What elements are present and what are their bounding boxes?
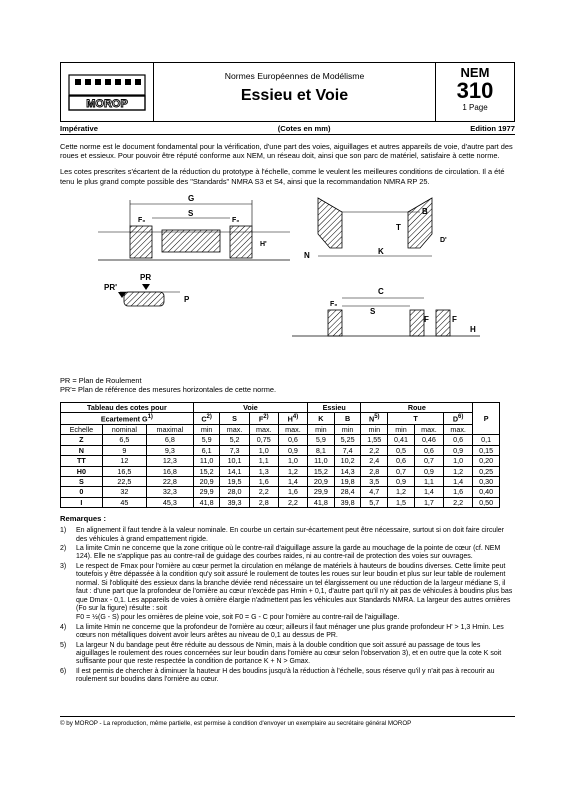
value-cell: 15,2 xyxy=(193,466,220,476)
value-cell: 2,2 xyxy=(444,497,473,507)
value-cell: 2,8 xyxy=(361,466,388,476)
table-group-header: Voie xyxy=(193,402,307,412)
value-cell: 4,7 xyxy=(361,487,388,497)
value-cell: 0,7 xyxy=(388,466,415,476)
value-cell: 0,5 xyxy=(388,445,415,455)
scale-cell: Z xyxy=(61,435,103,445)
label-S-lower: S xyxy=(370,306,376,316)
value-cell: 6,5 xyxy=(102,435,146,445)
unit-cell: maximal xyxy=(147,425,194,435)
value-cell: 28,0 xyxy=(220,487,249,497)
value-cell: 41,8 xyxy=(308,497,335,507)
value-cell: 0,9 xyxy=(388,477,415,487)
remark-number: 3) xyxy=(60,562,67,570)
remark-number: 6) xyxy=(60,667,67,675)
definition-pr: PR = Plan de Roulement xyxy=(60,375,142,385)
status-label: Impérative xyxy=(60,124,98,133)
value-cell: 39,8 xyxy=(334,497,361,507)
value-cell: 0,40 xyxy=(473,487,500,497)
remark-text: Le respect de Fmax pour l'ornière au cœur permet la circulation en mélange de matériels à hauteurs de boudins diverses. Cette limite peut toutefois y être dépassée à la condition qu'y soit assuré le roulement de toutes les roues sur leur boudin et plus sur leur table de roulement normal. Si l'obliquité des essieux dans la branche déviée rend nécessaire un tel élargissement ou une réduction de la largeur médiane S, il faut : d'une part que la profondeur de l'ornière au cœur n'excède pas Hmin + 0,1, d'autre part qu'il n'y ait pas de véhicules à boudins plus bas que Dmax - 0,1. Les appareils de voies à ornière élargie n'admettent pas les véhicules aux Standards NMRA. La largeur des autres ornières (Fo sur la figure) résulte : soit xyxy=(76,562,513,612)
scale-cell: 0 xyxy=(61,487,103,497)
value-cell: 14,3 xyxy=(334,466,361,476)
label-F0-right: F₀ xyxy=(232,216,240,224)
table-column-header: P xyxy=(473,402,500,435)
value-cell: 8,1 xyxy=(308,445,335,455)
value-cell: 1,4 xyxy=(278,477,307,487)
remark-text: Il est permis de chercher à diminuer la hauteur H des boudins jusqu'à la réduction à l'échelle, sous réserve qu'il y n'ait pas à recourir au roulement sur boudins dans l'ornière au cœur. xyxy=(76,667,495,684)
nem-number: 310 xyxy=(456,78,494,103)
table-row xyxy=(61,477,500,487)
table-column-header xyxy=(444,413,473,425)
label-C: C xyxy=(378,286,384,296)
value-cell: 1,0 xyxy=(278,456,307,466)
remark-item xyxy=(60,545,515,562)
unit-cell: min xyxy=(193,425,220,435)
value-cell: 12 xyxy=(102,456,146,466)
value-cell: 32,3 xyxy=(147,487,194,497)
unit-cell: min xyxy=(361,425,388,435)
value-cell: 29,9 xyxy=(308,487,335,497)
value-cell: 0,25 xyxy=(473,466,500,476)
technical-figure xyxy=(60,190,515,374)
value-cell: 2,2 xyxy=(249,487,278,497)
value-cell: 10,1 xyxy=(220,456,249,466)
value-cell: 28,4 xyxy=(334,487,361,497)
sub-header xyxy=(60,124,515,135)
remark-number: 5) xyxy=(60,641,67,649)
value-cell: 1,6 xyxy=(249,477,278,487)
morop-logo xyxy=(61,63,154,121)
column-note: 5) xyxy=(374,414,380,421)
remark-item xyxy=(60,624,515,641)
value-cell: 1,1 xyxy=(414,477,443,487)
remark-number: 2) xyxy=(60,545,67,553)
label-K: K xyxy=(378,246,384,256)
value-cell: 12,3 xyxy=(147,456,194,466)
value-cell: 0,9 xyxy=(444,445,473,455)
column-label: H xyxy=(287,414,293,424)
value-cell: 1,2 xyxy=(388,487,415,497)
remark-text: En alignement il faut tendre à la valeur nominale. En courbe un certain sur-écartement peut être nécessaire, surtout si on doit faire circuler des véhicules à grand empattement rigide. xyxy=(76,527,505,543)
value-cell: 5,2 xyxy=(220,435,249,445)
table-column-header: T xyxy=(388,413,444,425)
value-cell: 1,4 xyxy=(444,477,473,487)
value-cell: 1,7 xyxy=(414,497,443,507)
remark-text: La limite Hmin ne concerne que la profondeur de l'ornière au cœur; ailleurs il faut ménager une plus grande profondeur H' > 1,3 Hmin. Les cœurs non métalliques doivent avoir leurs arêtes au niveau de 0,1 au dessus de PR. xyxy=(76,623,504,640)
value-cell: 0,9 xyxy=(278,445,307,455)
column-note: 6) xyxy=(458,414,464,421)
label-PR: PR xyxy=(140,272,152,282)
value-cell: 0,9 xyxy=(414,466,443,476)
value-cell: 0,50 xyxy=(473,497,500,507)
value-cell: 0,20 xyxy=(473,456,500,466)
document-page xyxy=(60,62,515,686)
intro-paragraph-2: Les cotes prescrites s'écartent de la réduction du prototype à l'échelle, comme le veulent les meilleures conditions de circulation. Il a été tenu le plus grand compte possible des "Standards" NMRA S3 et S4, ainsi que la recommandation NMRA RP 25. xyxy=(60,167,505,186)
value-cell: 14,1 xyxy=(220,466,249,476)
unit-cell: max. xyxy=(444,425,473,435)
value-cell: 22,5 xyxy=(102,477,146,487)
track-wheel-diagram xyxy=(60,190,515,374)
value-cell: 20,9 xyxy=(308,477,335,487)
value-cell: 16,8 xyxy=(147,466,194,476)
value-cell: 19,8 xyxy=(334,477,361,487)
remark-number: 4) xyxy=(60,623,67,631)
intro-paragraph-1: Cette norme est le document fondamental pour la vérification, d'une part des voies, aiguillages et autres appareils de voie, d'autre part des roues et essieux. Pour pouvoir être réputé conforme aux NEM, un réseau doit, ainsi que son parc de matériel, satisfaire à cette norme. xyxy=(60,142,513,161)
value-cell: 3,5 xyxy=(361,477,388,487)
label-B: B xyxy=(422,206,428,216)
value-cell: 0,75 xyxy=(249,435,278,445)
track-section xyxy=(98,194,290,260)
value-cell: 0,1 xyxy=(473,435,500,445)
value-cell: 5,25 xyxy=(334,435,361,445)
value-cell: 0,6 xyxy=(278,435,307,445)
table-row xyxy=(61,456,500,466)
table-row xyxy=(61,497,500,507)
value-cell: 19,5 xyxy=(220,477,249,487)
remarks-list xyxy=(60,527,515,684)
value-cell: 32 xyxy=(102,487,146,497)
scale-cell: H0 xyxy=(61,466,103,476)
page-count: 1 Page xyxy=(462,103,488,112)
scale-cell: I xyxy=(61,497,103,507)
table-row xyxy=(61,445,500,455)
page-title: Essieu et Voie xyxy=(240,87,349,104)
value-cell: 2,4 xyxy=(361,456,388,466)
remarks-title: Remarques : xyxy=(60,514,107,524)
remark-text: La largeur N du bandage peut être réduite au dessous de Nmin, mais à la double condition que soit assuré au passage de tous les aiguillages le roulement des roues concernées sur leur boudin dans l'ornière au cœur selon l'observation 3), et en outre que la cote K soit suffisante pour que reste respectée la condition de portance K + N > Gmax. xyxy=(76,641,502,666)
table-column-header xyxy=(61,413,194,425)
value-cell: 9,3 xyxy=(147,445,194,455)
gauge-header-note: 1) xyxy=(147,414,153,421)
gauge-header-label: Ecartement G xyxy=(100,414,148,424)
value-cell: 0,7 xyxy=(414,456,443,466)
definitions xyxy=(60,376,515,394)
column-label: N xyxy=(369,414,375,424)
label-D-prime: D' xyxy=(440,236,447,244)
table-column-header xyxy=(249,413,278,425)
table-column-header xyxy=(361,413,388,425)
nem-label: NEM xyxy=(460,65,490,80)
label-S: S xyxy=(188,208,194,218)
value-cell: 16,5 xyxy=(102,466,146,476)
remark-item xyxy=(60,642,515,667)
column-note: 2) xyxy=(263,414,269,421)
value-cell: 9 xyxy=(102,445,146,455)
label-N: N xyxy=(304,250,310,260)
table-column-header: K xyxy=(308,413,335,425)
scale-cell: TT xyxy=(61,456,103,466)
label-F-right: F xyxy=(452,314,457,324)
unit-cell: max. xyxy=(249,425,278,435)
value-cell: 2,8 xyxy=(249,497,278,507)
value-cell: 20,9 xyxy=(193,477,220,487)
value-cell: 41,8 xyxy=(193,497,220,507)
logo-text: MOROP xyxy=(86,98,128,110)
label-PR-prime: PR' xyxy=(104,282,118,292)
value-cell: 1,6 xyxy=(444,487,473,497)
value-cell: 0,6 xyxy=(414,445,443,455)
value-cell: 1,3 xyxy=(249,466,278,476)
remark-item xyxy=(60,614,515,622)
value-cell: 11,0 xyxy=(193,456,220,466)
copyright-footer: © by MOROP - La reproduction, même partielle, est permise à condition d'envoyer un exemplaire au secrétaire général MOROP xyxy=(60,716,515,727)
unit-cell: max. xyxy=(278,425,307,435)
units-label: (Cotes en mm) xyxy=(277,124,331,133)
value-cell: 15,2 xyxy=(308,466,335,476)
scale-cell: S xyxy=(61,477,103,487)
value-cell: 1,55 xyxy=(361,435,388,445)
unit-cell: max. xyxy=(414,425,443,435)
table-column-header xyxy=(193,413,220,425)
value-cell: 0,41 xyxy=(388,435,415,445)
value-cell: 7,4 xyxy=(334,445,361,455)
remark-text: La limite Cmin ne concerne que la zone critique où le contre-rail d'aiguillage assure la garde au mouchage de la pointe de cœur (cf. NEM 124). Elle ne s'applique pas au contre-rail de guidage des courbes raides, ni au contre-rail de protection des voies sur ouvrages. xyxy=(76,545,501,561)
value-cell: 1,2 xyxy=(444,466,473,476)
value-cell: 1,6 xyxy=(278,487,307,497)
column-note: 4) xyxy=(292,414,299,421)
remark-item xyxy=(60,563,515,613)
dimensions-table xyxy=(60,402,500,508)
value-cell: 6,1 xyxy=(193,445,220,455)
remark-number: 1) xyxy=(60,527,67,535)
norm-series: Normes Européennes de Modélisme xyxy=(224,71,365,81)
label-H-prime: H' xyxy=(260,240,267,248)
label-H: H xyxy=(470,324,476,334)
value-cell: 11,0 xyxy=(308,456,335,466)
table-group-header: Tableau des cotes pour xyxy=(61,402,194,412)
value-cell: 0,6 xyxy=(444,435,473,445)
value-cell: 5,7 xyxy=(361,497,388,507)
label-F-left: F xyxy=(424,314,429,324)
scale-cell: N xyxy=(61,445,103,455)
definition-pr-prime: PR'= Plan de référence des mesures horizontales de cette norme. xyxy=(60,384,277,394)
table-row xyxy=(61,466,500,476)
value-cell: 2,2 xyxy=(278,497,307,507)
table-row xyxy=(61,435,500,445)
wheel-profile xyxy=(304,198,447,260)
value-cell: 0,6 xyxy=(388,456,415,466)
value-cell: 1,0 xyxy=(444,456,473,466)
column-label: F xyxy=(258,414,264,424)
column-label: D xyxy=(452,414,459,424)
table-body xyxy=(61,435,500,508)
value-cell: 39,3 xyxy=(220,497,249,507)
value-cell: 0,30 xyxy=(473,477,500,487)
unit-cell: Echelle xyxy=(61,425,103,435)
unit-cell: max. xyxy=(220,425,249,435)
table-column-header: B xyxy=(334,413,361,425)
table-row xyxy=(61,487,500,497)
value-cell: 0,15 xyxy=(473,445,500,455)
value-cell: 5,9 xyxy=(193,435,220,445)
label-G: G xyxy=(188,193,195,203)
column-label: C xyxy=(201,414,207,424)
table-column-header: S xyxy=(220,413,249,425)
table-group-header: Roue xyxy=(361,402,473,412)
column-note: 2) xyxy=(206,414,212,421)
label-T: T xyxy=(396,222,401,232)
check-rail-section xyxy=(292,287,480,336)
unit-cell: nominal xyxy=(102,425,146,435)
label-P: P xyxy=(184,294,190,304)
value-cell: 29,9 xyxy=(193,487,220,497)
remark-item xyxy=(60,527,515,544)
value-cell: 45 xyxy=(102,497,146,507)
unit-cell: min xyxy=(388,425,415,435)
rail-head-section xyxy=(104,273,190,306)
value-cell: 1,4 xyxy=(414,487,443,497)
label-F0-lower: F₀ xyxy=(330,300,338,308)
value-cell: 45,3 xyxy=(147,497,194,507)
document-header xyxy=(60,62,515,122)
value-cell: 1,5 xyxy=(388,497,415,507)
value-cell: 1,2 xyxy=(278,466,307,476)
table-column-header xyxy=(278,413,307,425)
unit-cell: min xyxy=(334,425,361,435)
value-cell: 10,2 xyxy=(334,456,361,466)
value-cell: 7,3 xyxy=(220,445,249,455)
unit-cell: min xyxy=(308,425,335,435)
value-cell: 1,1 xyxy=(249,456,278,466)
value-cell: 5,9 xyxy=(308,435,335,445)
value-cell: 1,0 xyxy=(249,445,278,455)
value-cell: 6,8 xyxy=(147,435,194,445)
remark-item xyxy=(60,668,515,685)
edition-label: Edition 1977 xyxy=(470,124,515,133)
value-cell: 0,46 xyxy=(414,435,443,445)
table-group-header: Essieu xyxy=(308,402,361,412)
value-cell: 2,2 xyxy=(361,445,388,455)
remark-text: F0 = ½(G - S) pour les ornières de pleine voie, soit F0 = G - C pour l'ornière au contre-rail de l'aiguillage. xyxy=(76,614,400,622)
label-F0-left: F₀ xyxy=(138,216,146,224)
value-cell: 22,8 xyxy=(147,477,194,487)
